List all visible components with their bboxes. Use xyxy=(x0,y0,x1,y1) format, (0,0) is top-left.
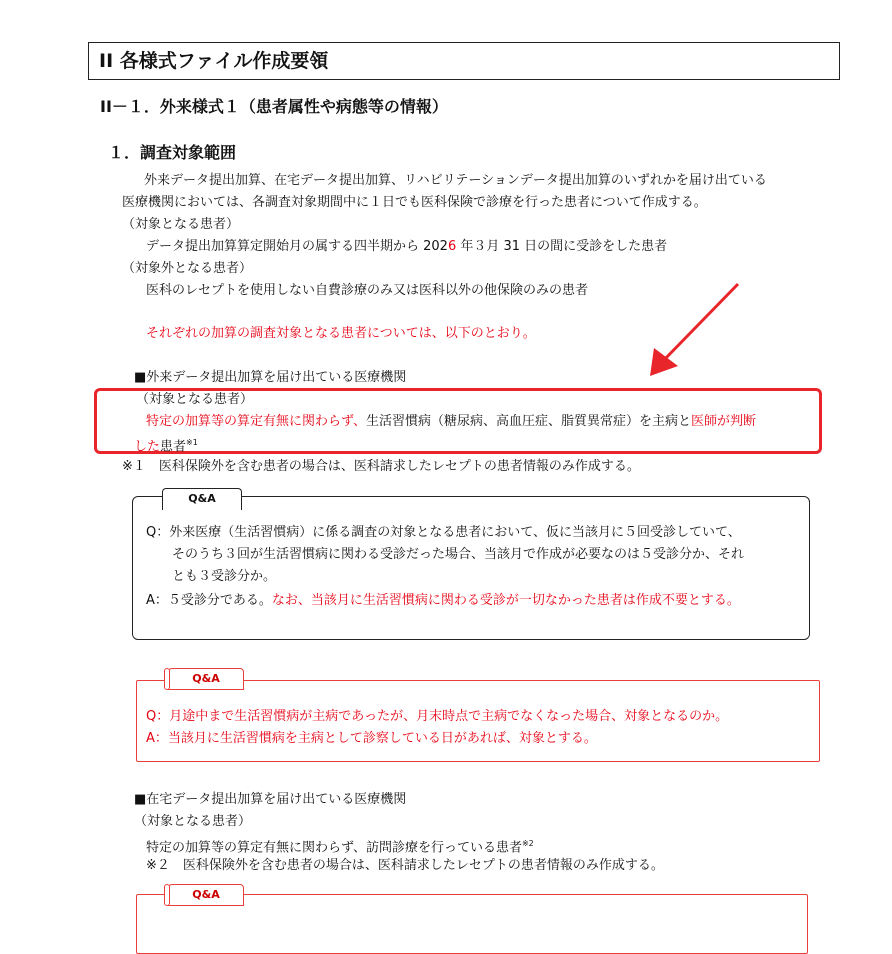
footnote-marker-2: ※2 xyxy=(521,839,534,848)
qa1-answer-black: A：５受診分である。 xyxy=(146,593,272,608)
red-note: それぞれの加算の調査対象となる患者については、以下のとおり。 xyxy=(146,326,536,341)
intro-line-1: 外来データ提出加算、在宅データ提出加算、リハビリテーションデータ提出加算のいずれかを届け出ている xyxy=(144,173,767,188)
outpatient-note: ※１ 医科保険外を含む患者の場合は、医科請求したレセプトの患者情報のみ作成する。 xyxy=(122,459,640,474)
excluded-text: 医科のレセプトを使用しない自費診療のみ又は医科以外の他保険のみの患者 xyxy=(146,283,589,298)
red-arrow-icon xyxy=(640,278,750,388)
excluded-label: （対象外となる患者） xyxy=(122,261,253,276)
home-target-label: （対象となる患者） xyxy=(134,814,252,829)
outpatient-heading: ■外来データ提出加算を届け出ている医療機関 xyxy=(134,370,407,385)
qa1-answer xyxy=(146,590,740,612)
page-title: II 各様式ファイル作成要領 xyxy=(88,42,840,80)
target-text-b: 年３月 31 日の間に受診をした患者 xyxy=(456,239,668,254)
outpatient-line-1-red: 特定の加算等の算定有無に関わらず、 xyxy=(146,414,366,429)
qa1-answer-red: なお、当該月に生活習慣病に関わる受診が一切なかった患者は作成不要とする。 xyxy=(271,593,740,608)
home-heading: ■在宅データ提出加算を届け出ている医療機関 xyxy=(134,792,407,807)
qa1-question-line-2: そのうち３回が生活習慣病に関わる受診だった場合、当該月で作成が必要なのは５受診分か、それ xyxy=(172,547,745,562)
target-label: （対象となる患者） xyxy=(122,217,240,232)
outpatient-line-2-red: した xyxy=(134,439,161,455)
qa2-answer: A：当該月に生活習慣病を主病として診察している日があれば、対象とする。 xyxy=(146,731,597,746)
target-text-red: 6 xyxy=(447,239,457,254)
scroll-tab-edge xyxy=(164,668,170,690)
qa-tab-1: Q&A xyxy=(162,488,242,510)
target-text-a: データ提出加算算定開始月の属する四半期から 202 xyxy=(146,239,448,254)
qa2-question: Q：月途中まで生活習慣病が主病であったが、月末時点で主病でなくなった場合、対象となるのか。 xyxy=(146,709,729,724)
subsection-heading: １．調査対象範囲 xyxy=(108,143,237,162)
home-note: ※２ 医科保険外を含む患者の場合は、医科請求したレセプトの患者情報のみ作成する。 xyxy=(146,858,664,873)
outpatient-target-label: （対象となる患者） xyxy=(136,392,254,407)
outpatient-line-1 xyxy=(146,411,756,433)
qa-tab-2: Q&A xyxy=(168,668,244,690)
outpatient-line-2-black: 患者 xyxy=(160,439,187,455)
target-text xyxy=(146,236,667,258)
outpatient-line-1-red2: 医師が判断 xyxy=(690,414,756,429)
home-text-main: 特定の加算等の算定有無に関わらず、訪問診療を行っている患者 xyxy=(146,840,522,856)
qa1-question-line-3: とも３受診分か。 xyxy=(172,569,277,584)
outpatient-line-2 xyxy=(134,432,198,458)
qa1-question-line-1: Q：外来医療（生活習慣病）に係る調査の対象となる患者において、仮に当該月に５回受診していて、 xyxy=(146,525,741,540)
intro-line-2: 医療機関においては、各調査対象期間中に１日でも医科保険で診療を行った患者について作成する。 xyxy=(122,195,707,210)
section-heading: II－１．外来様式１（患者属性や病態等の情報） xyxy=(100,97,448,116)
qa-tab-3: Q&A xyxy=(168,884,244,906)
outpatient-line-1-black: 生活習慣病（糖尿病、高血圧症、脂質異常症）を主病と xyxy=(365,414,691,429)
footnote-marker-1: ※1 xyxy=(186,438,198,447)
scroll-tab-edge-3 xyxy=(164,884,170,906)
